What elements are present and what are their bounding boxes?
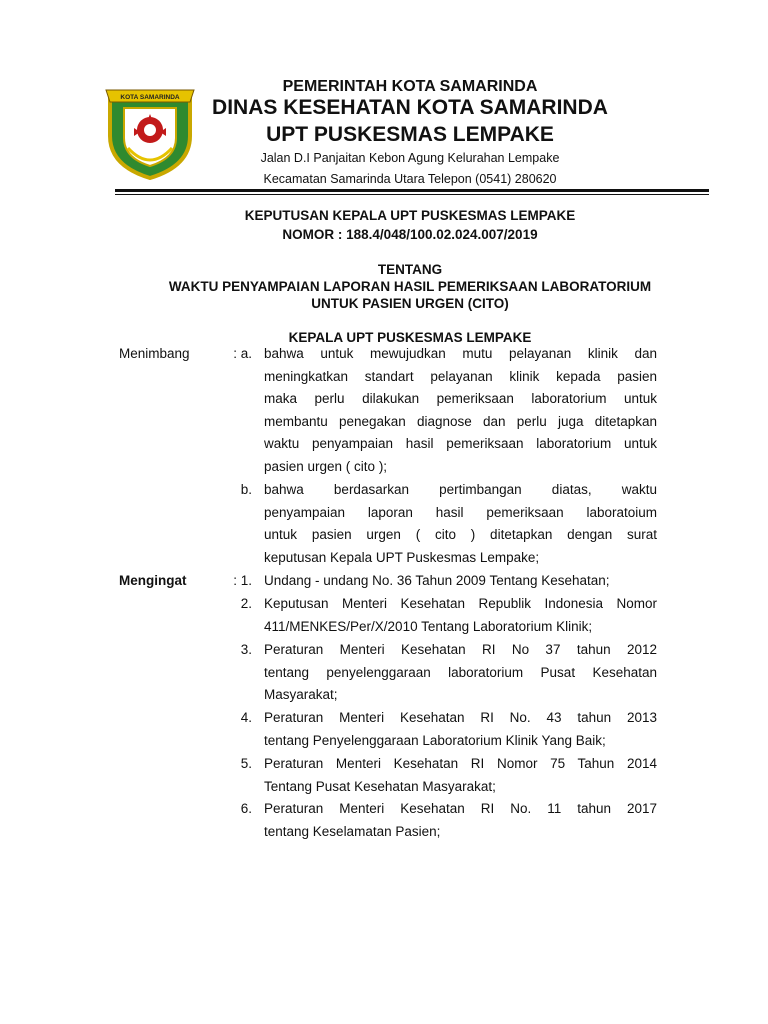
- text-line: tentang penyelenggaraan laboratorium Pusat Kesehatan: [264, 664, 657, 680]
- text-line: meningkatkan standart pelayanan klinik kepada pasien: [264, 368, 657, 384]
- mengingat-item-5: [264, 753, 657, 798]
- menimbang-item-marker: b.: [240, 482, 252, 497]
- menimbang-item-marker: : a.: [233, 346, 252, 361]
- decree-subject-line2: UNTUK PASIEN URGEN (CITO): [311, 296, 509, 311]
- text-line: Undang - undang No. 36 Tahun 2009 Tentang Kesehatan;: [264, 573, 610, 588]
- letterhead-rule-thin: [115, 194, 709, 195]
- menimbang-item-b: [264, 479, 657, 569]
- text-line: untuk pasien urgen ( cito ) ditetapkan dengan surat: [264, 527, 657, 543]
- decree-about: TENTANG: [377, 262, 443, 277]
- mengingat-item-marker: 5.: [240, 756, 252, 771]
- mengingat-item-4: [264, 707, 657, 752]
- text-line: Tentang Pusat Kesehatan Masyarakat;: [264, 778, 496, 794]
- mengingat-item-1: [264, 570, 657, 593]
- letterhead-district-phone: Kecamatan Samarinda Utara Telepon (0541) 280620: [263, 172, 557, 186]
- letterhead-unit: UPT PUSKESMAS LEMPAKE: [266, 123, 554, 146]
- text-line: tentang Keselamatan Pasien;: [264, 823, 441, 839]
- mengingat-item-marker: 2.: [240, 596, 252, 611]
- text-line: Peraturan Menteri Kesehatan RI No. 11 tahun 2017: [264, 801, 657, 816]
- mengingat-item-6: [264, 798, 657, 843]
- text-line: keputusan Kepala UPT Puskesmas Lempake;: [264, 549, 540, 565]
- mengingat-item-2: [264, 593, 657, 638]
- mengingat-label: Mengingat: [119, 573, 187, 588]
- mengingat-item-3: [264, 639, 657, 707]
- letterhead-address: Jalan D.I Panjaitan Kebon Agung Kelurahan Lempake: [260, 151, 560, 165]
- text-line: bahwa berdasarkan pertimbangan diatas, waktu: [264, 482, 657, 497]
- mengingat-item-marker: 3.: [240, 642, 252, 657]
- text-line: maka perlu dilakukan pemeriksaan laboratorium untuk: [264, 391, 657, 407]
- decree-title: KEPUTUSAN KEPALA UPT PUSKESMAS LEMPAKE: [244, 208, 576, 223]
- text-line: Peraturan Menteri Kesehatan RI No 37 tahun 2012: [264, 642, 657, 657]
- menimbang-label: Menimbang: [119, 346, 190, 361]
- mengingat-item-marker: 4.: [240, 710, 252, 725]
- text-line: Peraturan Menteri Kesehatan RI Nomor 75 Tahun 2014: [264, 756, 657, 771]
- decree-number: NOMOR : 188.4/048/100.02.024.007/2019: [282, 227, 538, 242]
- text-line: penyampaian laporan hasil pemeriksaan laboratoium: [264, 504, 657, 520]
- text-line: Peraturan Menteri Kesehatan RI No. 43 tahun 2013: [264, 710, 657, 725]
- mengingat-item-marker: : 1.: [233, 573, 252, 588]
- text-line: pasien urgen ( cito );: [264, 458, 388, 474]
- text-line: Keputusan Menteri Kesehatan Republik Indonesia Nomor: [264, 596, 657, 611]
- text-line: bahwa untuk mewujudkan mutu pelayanan klinik dan: [264, 346, 657, 361]
- letterhead-agency: DINAS KESEHATAN KOTA SAMARINDA: [212, 96, 608, 119]
- mengingat-item-marker: 6.: [240, 801, 252, 816]
- menimbang-item-a: [264, 343, 657, 479]
- letterhead-rule-thick: [115, 189, 709, 192]
- decree-issuer: KEPALA UPT PUSKESMAS LEMPAKE: [288, 330, 532, 345]
- logo-text: KOTA SAMARINDA: [120, 94, 180, 101]
- text-line: waktu penyampaian hasil pemeriksaan laboratorium untuk: [264, 436, 657, 452]
- text-line: 411/MENKES/Per/X/2010 Tentang Laboratorium Klinik;: [264, 618, 593, 634]
- text-line: Masyarakat;: [264, 687, 338, 703]
- letterhead-government: PEMERINTAH KOTA SAMARINDA: [282, 78, 538, 95]
- text-line: tentang Penyelenggaraan Laboratorium Klinik Yang Baik;: [264, 732, 606, 748]
- decree-subject-line1: WAKTU PENYAMPAIAN LAPORAN HASIL PEMERIKSAAN LABORATORIUM: [168, 279, 652, 294]
- text-line: membantu penegakan diagnose dan perlu juga ditetapkan: [264, 413, 657, 429]
